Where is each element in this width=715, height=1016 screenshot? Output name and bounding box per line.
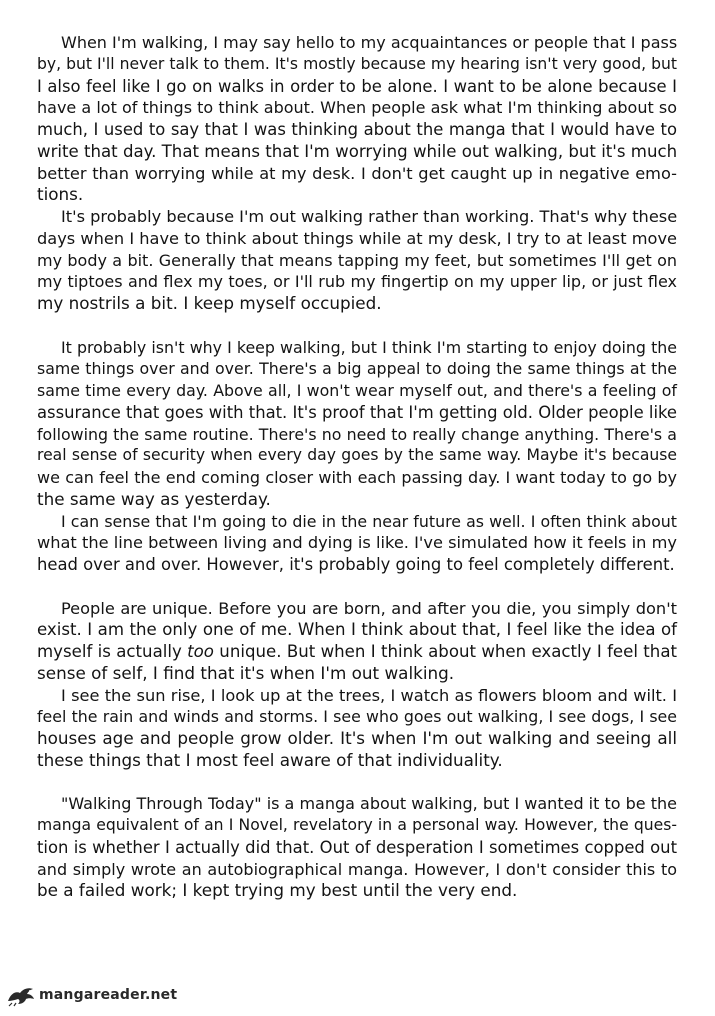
- text-line: [37, 641, 677, 663]
- dragon-logo-icon: [6, 983, 36, 1007]
- text-line: I can sense that I'm going to die in the near future as well. I often think about: [61, 511, 677, 531]
- text-line: I see the sun rise, I look up at the trees, I watch as flowers bloom and wilt. I: [61, 685, 677, 705]
- text-run: unique. But when I think about when exactly I feel that: [213, 642, 677, 661]
- text-body: [37, 32, 677, 902]
- text-line: my tiptoes and flex my toes, or I'll rub my fingertip on my upper lip, or just flex: [37, 272, 677, 292]
- text-line: tion is whether I actually did that. Out of desperation I sometimes copped out: [37, 837, 677, 857]
- text-line: my nostrils a bit. I keep myself occupied.: [37, 293, 382, 313]
- text-line: what the line between living and dying is like. I've simulated how it feels in my: [37, 533, 677, 553]
- text-line: exist. I am the only one of me. When I think about that, I feel like the idea of: [37, 620, 677, 640]
- text-line: feel the rain and winds and storms. I see who goes out walking, I see dogs, I see: [37, 707, 677, 727]
- paragraph-gap: [37, 772, 677, 794]
- text-line: following the same routine. There's no need to really change anything. There's a: [37, 424, 677, 444]
- text-run: myself is actually: [37, 642, 188, 661]
- paragraph: [37, 598, 677, 685]
- text-line: the same way as yesterday.: [37, 488, 271, 509]
- text-line: manga equivalent of an I Novel, revelatory in a personal way. However, the ques-: [37, 816, 677, 834]
- text-line: these things that I most feel aware of that individuality.: [37, 749, 503, 770]
- text-line: assurance that goes with that. It's proof that I'm getting old. Older people like: [37, 402, 677, 422]
- text-line: sense of self, I find that it's when I'm out walking.: [37, 662, 455, 683]
- text-line: It probably isn't why I keep walking, but I think I'm starting to enjoy doing the: [61, 337, 677, 357]
- emphasized-word: too: [187, 642, 214, 661]
- text-line: same things over and over. There's a big appeal to doing the same things at the: [37, 359, 677, 379]
- paragraph: [37, 32, 677, 206]
- text-line: my body a bit. Generally that means tapping my feet, but sometimes I'll get on: [37, 250, 677, 270]
- text-line: It's probably because I'm out walking rather than working. That's why these: [61, 207, 678, 226]
- text-line: I also feel like I go on walks in order to be alone. I want to be alone because I: [37, 76, 677, 96]
- text-line: write that day. That means that I'm worrying while out walking, but it's much: [37, 141, 678, 161]
- text-line: have a lot of things to think about. When people ask what I'm thinking about so: [37, 98, 677, 118]
- text-line: much, I used to say that I was thinking about the manga that I would have to: [37, 120, 677, 139]
- text-line: head over and over. However, it's probably going to feel completely different.: [37, 555, 675, 574]
- paragraph: [37, 206, 677, 315]
- text-line: same time every day. Above all, I won't wear myself out, and there's a feeling of: [37, 381, 677, 400]
- paragraph: [37, 793, 677, 902]
- paragraph: [37, 685, 677, 772]
- text-line: we can feel the end coming closer with each passing day. I want today to go by: [37, 468, 677, 487]
- paragraph: [37, 511, 677, 576]
- text-line: When I'm walking, I may say hello to my acquaintances or people that I pass: [61, 33, 678, 52]
- text-line: real sense of security when every day goes by the same way. Maybe it's because: [37, 446, 677, 465]
- watermark-text: mangareader.net: [39, 987, 178, 1003]
- text-line: and simply wrote an autobiographical manga. However, I don't consider this to: [37, 859, 677, 879]
- text-line: by, but I'll never talk to them. It's mostly because my hearing isn't very good, but: [37, 54, 677, 73]
- text-line: tions.: [37, 184, 84, 205]
- paragraph-gap: [37, 315, 677, 337]
- text-line: houses age and people grow older. It's when I'm out walking and seeing all: [37, 728, 677, 748]
- text-line: days when I have to think about things while at my desk, I try to at least move: [37, 228, 677, 248]
- text-line: be a failed work; I kept trying my best until the very end.: [37, 880, 518, 901]
- watermark: [6, 982, 177, 1008]
- paragraph: [37, 337, 677, 511]
- text-line: "Walking Through Today" is a manga about walking, but I wanted it to be the: [61, 794, 677, 814]
- text-line: better than worrying while at my desk. I don't get caught up in negative emo-: [37, 163, 677, 183]
- text-line: People are unique. Before you are born, and after you die, you simply don't: [61, 598, 677, 618]
- paragraph-gap: [37, 576, 677, 598]
